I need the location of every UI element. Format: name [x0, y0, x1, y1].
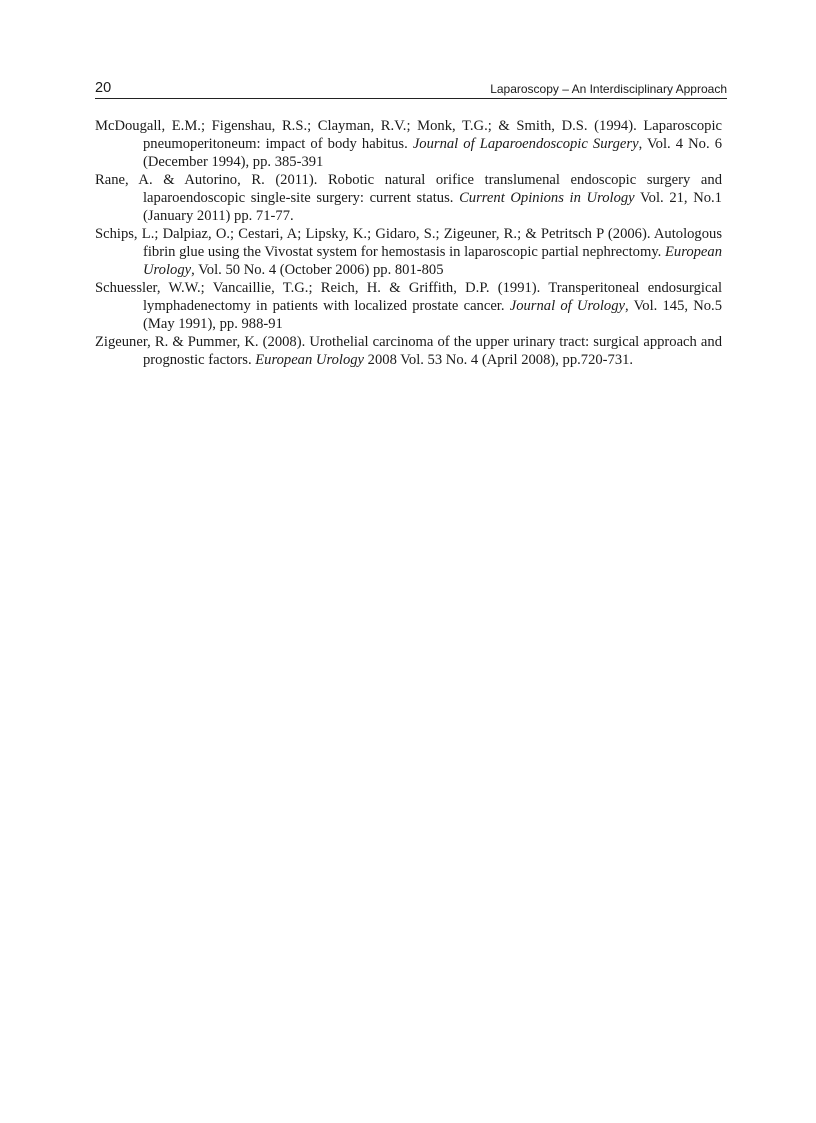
page-header: [95, 80, 727, 99]
reference-text: Rane, A. & Autorino, R. (2011). Robotic natural orifice translumenal endoscopic surgery and laparoendoscopic single-site surgery: current status.: [95, 172, 722, 206]
reference-list: [95, 117, 722, 369]
reference-text: Schips, L.; Dalpiaz, O.; Cestari, A; Lipsky, K.; Gidaro, S.; Zigeuner, R.; & Petritsch P (2006). Autologous fibrin glue using the Vivostat system for hemostasis in laparoscopic partial nephrectomy.: [95, 226, 722, 260]
reference-entry: [95, 279, 722, 333]
reference-text: Schuessler, W.W.; Vancaillie, T.G.; Reich, H. & Griffith, D.P. (1991). Transperitoneal endosurgical lymphadenectomy in patients with localized prostate cancer.: [95, 280, 722, 314]
reference-text: McDougall, E.M.; Figenshau, R.S.; Clayman, R.V.; Monk, T.G.; & Smith, D.S. (1994). Laparoscopic pneumoperitoneum: impact of body habitus.: [95, 118, 722, 152]
reference-entry: [95, 333, 722, 369]
reference-details: 2008 Vol. 53 No. 4 (April 2008), pp.720-731.: [364, 352, 634, 368]
reference-entry: [95, 117, 722, 171]
reference-entry: [95, 225, 722, 279]
journal-title: Journal of Urology: [509, 298, 626, 314]
running-title: Laparoscopy – An Interdisciplinary Approach: [490, 82, 727, 96]
journal-title: Current Opinions in Urology: [459, 190, 635, 206]
reference-details: Vol. 21, No.1 (January 2011) pp. 71-77.: [143, 190, 722, 224]
journal-title: European Urology: [255, 352, 365, 368]
reference-text: Zigeuner, R. & Pummer, K. (2008). Urothelial carcinoma of the upper urinary tract: surgical approach and prognostic factors.: [95, 334, 722, 368]
reference-entry: [95, 171, 722, 225]
reference-details: , Vol. 50 No. 4 (October 2006) pp. 801-805: [191, 262, 444, 278]
reference-details: , Vol. 145, No.5 (May 1991), pp. 988-91: [143, 298, 723, 332]
page-number: 20: [95, 80, 112, 96]
reference-details: , Vol. 4 No. 6 (December 1994), pp. 385-391: [143, 136, 723, 170]
journal-title: Journal of Laparoendoscopic Surgery: [412, 136, 639, 152]
journal-title: European Urology: [143, 244, 722, 278]
